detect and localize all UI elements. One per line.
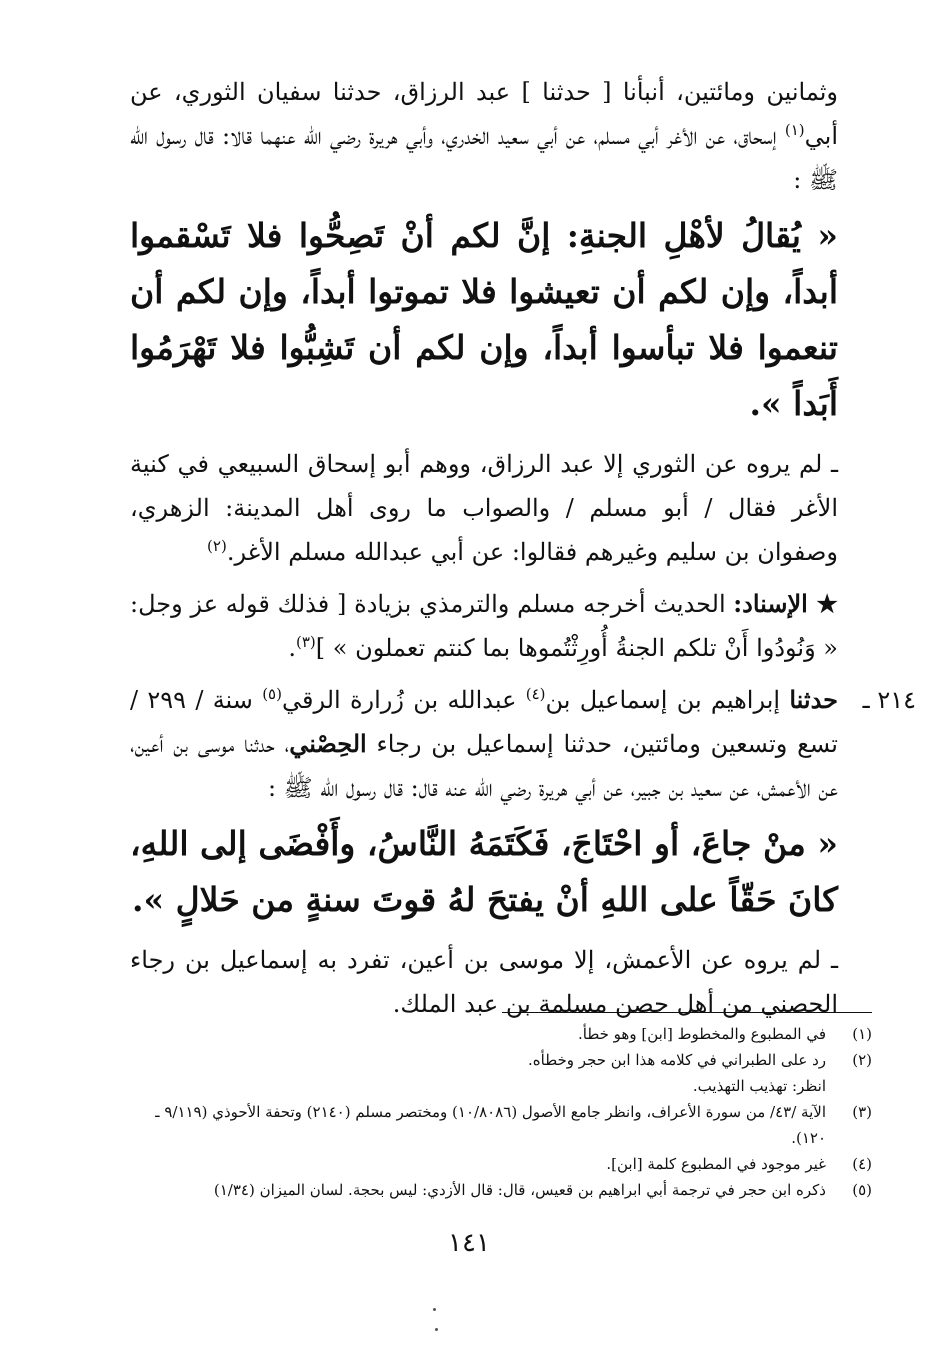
commentary-2: ـ لم يروه عن الأعمش، إلا موسى بن أعين، تفرد به إسماعيل بن رجاء الحصني من أهل حصن مسلمة بن عبد الملك.	[130, 946, 838, 1018]
footnote-item	[130, 1073, 872, 1099]
text-run: ، حدثنا موسى بن أعين، عن الأعمش، عن سعيد بن جبير، عن أبي هريرة رضي الله عنه قال: قال رسول الله ﷺ :	[130, 730, 838, 802]
footnote-list	[130, 1021, 872, 1203]
footnote-number: (٣)	[852, 1103, 872, 1121]
paragraph-chain-1	[130, 70, 838, 202]
text-run: إسحاق، عن الأغر أبي مسلم، عن أبي سعيد الخدري، وأبي هريرة رضي الله عنهما قالا: قال رسول الله ﷺ :	[130, 122, 838, 194]
text-run: ـ لم يروه عن الثوري إلا عبد الرزاق، ووهم أبو إسحاق السبيعي في كنية الأغر فقال / أبو مسلم / والصواب ما روى أهل المدينة: الزهري، وصفوان بن سليم وغيرهم فقالوا: عن أبي عبدالله مسلم الأغر.	[130, 450, 838, 566]
entry-number: ٢١٤ ـ	[862, 686, 916, 714]
bold-name: الحِصْني	[289, 729, 367, 758]
page-body	[130, 70, 916, 1026]
footnote-number	[826, 1073, 872, 1099]
footnotes-section	[130, 1012, 872, 1203]
footnote-divider	[502, 1012, 872, 1013]
text-run: عبدالله بن زُرارة الرقي	[281, 686, 526, 714]
text-run: .	[288, 634, 296, 662]
isnad-note	[130, 582, 838, 670]
hadith-text-1: « يُقالُ لأهْلِ الجنةِ: إنَّ لكم أنْ تَصِحُّوا فلا تَسْقموا أبداً، وإن لكم أن تعيشوا فلا تموتوا أبداً، وإن لكم أن تنعموا فلا تبأسوا أبداً، وإن لكم أن تَشِبُّوا فلا تَهْرَمُوا أَبَداً ».	[130, 216, 838, 423]
hadith-entry-214	[130, 678, 916, 810]
paragraph-chain-2	[130, 678, 838, 810]
footnote-item	[130, 1177, 872, 1203]
footnote-text: الآية /٤٣/ من سورة الأعراف، وانظر جامع الأصول (١٠/٨٠٨٦) ومختصر مسلم (٢١٤٠) وتحفة الأحوذي (٩/١١٩ ـ ١٢٠).	[155, 1103, 826, 1147]
text-run: وثمانين ومائتين، أنبأنا [ حدثنا ] عبد الرزاق، حدثنا سفيان الثوري، عن أبي	[130, 78, 838, 150]
footnote-text: ذكره ابن حجر في ترجمة أبي ابراهيم بن قعيس، قال: قال الأزدي: ليس بحجة. لسان الميزان (١/٣٤)	[213, 1181, 826, 1199]
footnote-ref-2[interactable]: (٢)	[207, 537, 227, 555]
footnote-ref-1[interactable]: (١)	[784, 121, 805, 139]
footnote-number: (٤)	[852, 1155, 872, 1173]
footnote-text: رد على الطبراني في كلامه هذا ابن حجر وخطأه.	[528, 1051, 826, 1069]
footnote-item	[130, 1021, 872, 1047]
text-run: إبراهيم بن إسماعيل بن	[545, 686, 790, 714]
narration-label: حدثنا	[789, 685, 838, 714]
footnote-text: في المطبوع والمخطوط [ابن] وهو خطأ.	[578, 1025, 826, 1043]
footnote-number: (١)	[852, 1025, 872, 1043]
scan-speck	[435, 1328, 438, 1331]
footnote-item	[130, 1047, 872, 1073]
footnote-ref-5[interactable]: (٥)	[262, 685, 282, 703]
page-number: ١٤١	[448, 1228, 490, 1258]
footnote-item	[130, 1151, 872, 1177]
footnote-text: غير موجود في المطبوع كلمة [ابن].	[606, 1155, 826, 1173]
text-run: الحديث أخرجه مسلم والترمذي بزيادة [ فذلك قوله عز وجل: « وَنُودُوا أَنْ تلكم الجنةُ أُورِثْتُموها بما كنتم تعملون » ]	[130, 590, 838, 662]
footnote-item	[130, 1099, 872, 1151]
text-run: سنة / ٢٩٩ / تسع وتسعين ومائتين، حدثنا إسماعيل بن رجاء	[130, 686, 838, 758]
hadith-text-2: « منْ جاعَ، أو احْتَاجَ، فَكَتَمَهُ النَّاسُ، وأَفْضَى إلى اللهِ، كانَ حَقّاً على اللهِ أنْ يفتحَ لهُ قوتَ سنةٍ من حَلالٍ ».	[130, 824, 838, 919]
footnote-number: (٥)	[852, 1181, 872, 1199]
footnote-ref-3[interactable]: (٣)	[295, 633, 316, 651]
commentary-1	[130, 442, 838, 574]
footnote-text: انظر: تهذيب التهذيب.	[692, 1077, 826, 1095]
scan-speck	[433, 1308, 436, 1311]
footnote-number: (٢)	[852, 1051, 872, 1069]
footnote-ref-4[interactable]: (٤)	[525, 685, 546, 703]
isnad-label: ★ الإسناد:	[733, 589, 839, 618]
